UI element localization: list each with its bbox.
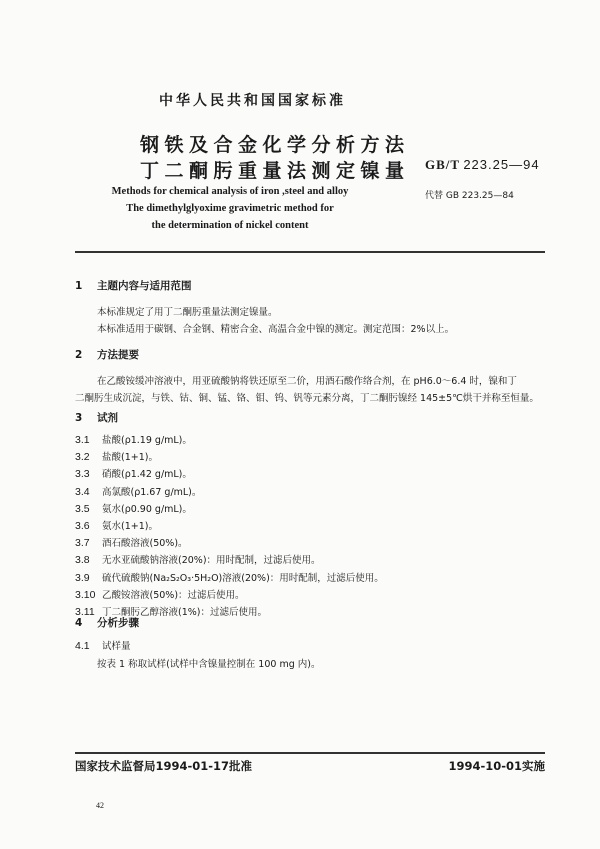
reagent-text: 盐酸(1+1)。 <box>102 452 158 464</box>
reagent-item <box>75 552 321 566</box>
standard-code: 223.25—94 <box>463 157 540 172</box>
reagent-text: 无水亚硫酸钠溶液(20%)：用时配制，过滤后使用。 <box>102 555 321 567</box>
subsection-4-1: 4.1 试样量 <box>75 640 131 652</box>
reagent-text: 酒石酸溶液(50%)。 <box>102 538 188 550</box>
approval-date: 国家技术监督局1994-01-17批准 <box>75 759 253 773</box>
reagent-item <box>75 501 192 515</box>
paragraph: 二酮肟生成沉淀，与铁、钴、铜、锰、铬、钼、钨、钒等元素分离，丁二酮肟镍经 145±5℃烘干并称至恒量。 <box>75 393 539 404</box>
reagent-item <box>75 449 158 463</box>
reagent-number: 3.10 <box>75 588 96 601</box>
standard-prefix: GB/T <box>425 157 461 172</box>
reagent-number: 3.8 <box>75 554 90 567</box>
reagent-item <box>75 518 158 532</box>
reagent-number: 3.7 <box>75 537 90 550</box>
replaces-note: 代替 GB 223.25—84 <box>425 191 514 201</box>
paragraph: 按表 1 称取试样(试样中含镍量控制在 100 mg 内)。 <box>97 659 321 670</box>
reagent-number: 3.4 <box>75 485 90 498</box>
english-title-1: Methods for chemical analysis of iron ,steel and alloy <box>111 186 349 197</box>
reagent-text: 氨水(ρ0.90 g/mL)。 <box>102 503 192 515</box>
reagent-number: 3.5 <box>75 502 90 515</box>
reagent-item <box>75 570 384 584</box>
reagent-text: 硝酸(ρ1.42 g/mL)。 <box>102 469 192 481</box>
page-number: 42 <box>96 801 104 810</box>
reagent-text: 高氯酸(ρ1.67 g/mL)。 <box>102 486 202 498</box>
reagent-text: 乙酸铵溶液(50%)：过滤后使用。 <box>102 589 245 601</box>
reagent-item <box>75 587 245 601</box>
reagent-item <box>75 484 201 498</box>
section-3-heading: 3 试剂 <box>75 412 118 424</box>
reagent-number: 3.11 <box>75 606 95 618</box>
reagent-text: 丁二酮肟乙醇溶液(1%)：过滤后使用。 <box>102 607 267 618</box>
effective-date: 1994-10-01实施 <box>448 759 545 773</box>
standard-number <box>425 157 540 173</box>
section-1-heading: 1 主题内容与适用范围 <box>75 280 192 292</box>
title-line-2: 丁二酮肟重量法测定镍量 <box>140 160 410 182</box>
section-2-heading: 2 方法提要 <box>75 349 139 361</box>
reagent-number: 3.6 <box>75 520 90 532</box>
reagent-item <box>75 466 192 480</box>
reagent-number: 3.1 <box>75 434 90 446</box>
reagent-text: 氨水(1+1)。 <box>102 521 158 532</box>
title-line-1: 钢铁及合金化学分析方法 <box>140 134 410 156</box>
paragraph: 本标准适用于碳钢、合金钢、精密合金、高温合金中镍的测定。测定范围：2%以上。 <box>97 324 455 335</box>
reagent-text: 盐酸(ρ1.19 g/mL)。 <box>102 435 192 446</box>
english-title-3: the determination of nickel content <box>151 220 309 231</box>
english-title-2: The dimethylglyoxime gravimetric method for <box>126 203 334 214</box>
reagent-item <box>75 535 188 549</box>
header-divider <box>75 251 545 253</box>
reagent-item <box>75 432 192 446</box>
reagent-text: 硫代硫酸钠(Na₂S₂O₃·5H₂O)溶液(20%)：用时配制，过滤后使用。 <box>102 572 384 584</box>
reagent-number: 3.2 <box>75 451 90 464</box>
paragraph: 本标准规定了用丁二酮肟重量法测定镍量。 <box>97 307 278 318</box>
reagent-number: 3.9 <box>75 571 90 584</box>
reagent-number: 3.3 <box>75 468 90 481</box>
paragraph: 在乙酸铵缓冲溶液中，用亚硫酸钠将铁还原至二价，用酒石酸作络合剂，在 pH6.0～6.4 时，镍和丁 <box>97 376 517 387</box>
standard-header: 中华人民共和国国家标准 <box>159 93 346 109</box>
footer-divider <box>75 752 545 754</box>
section-4-heading: 4 分析步骤 <box>75 617 139 629</box>
